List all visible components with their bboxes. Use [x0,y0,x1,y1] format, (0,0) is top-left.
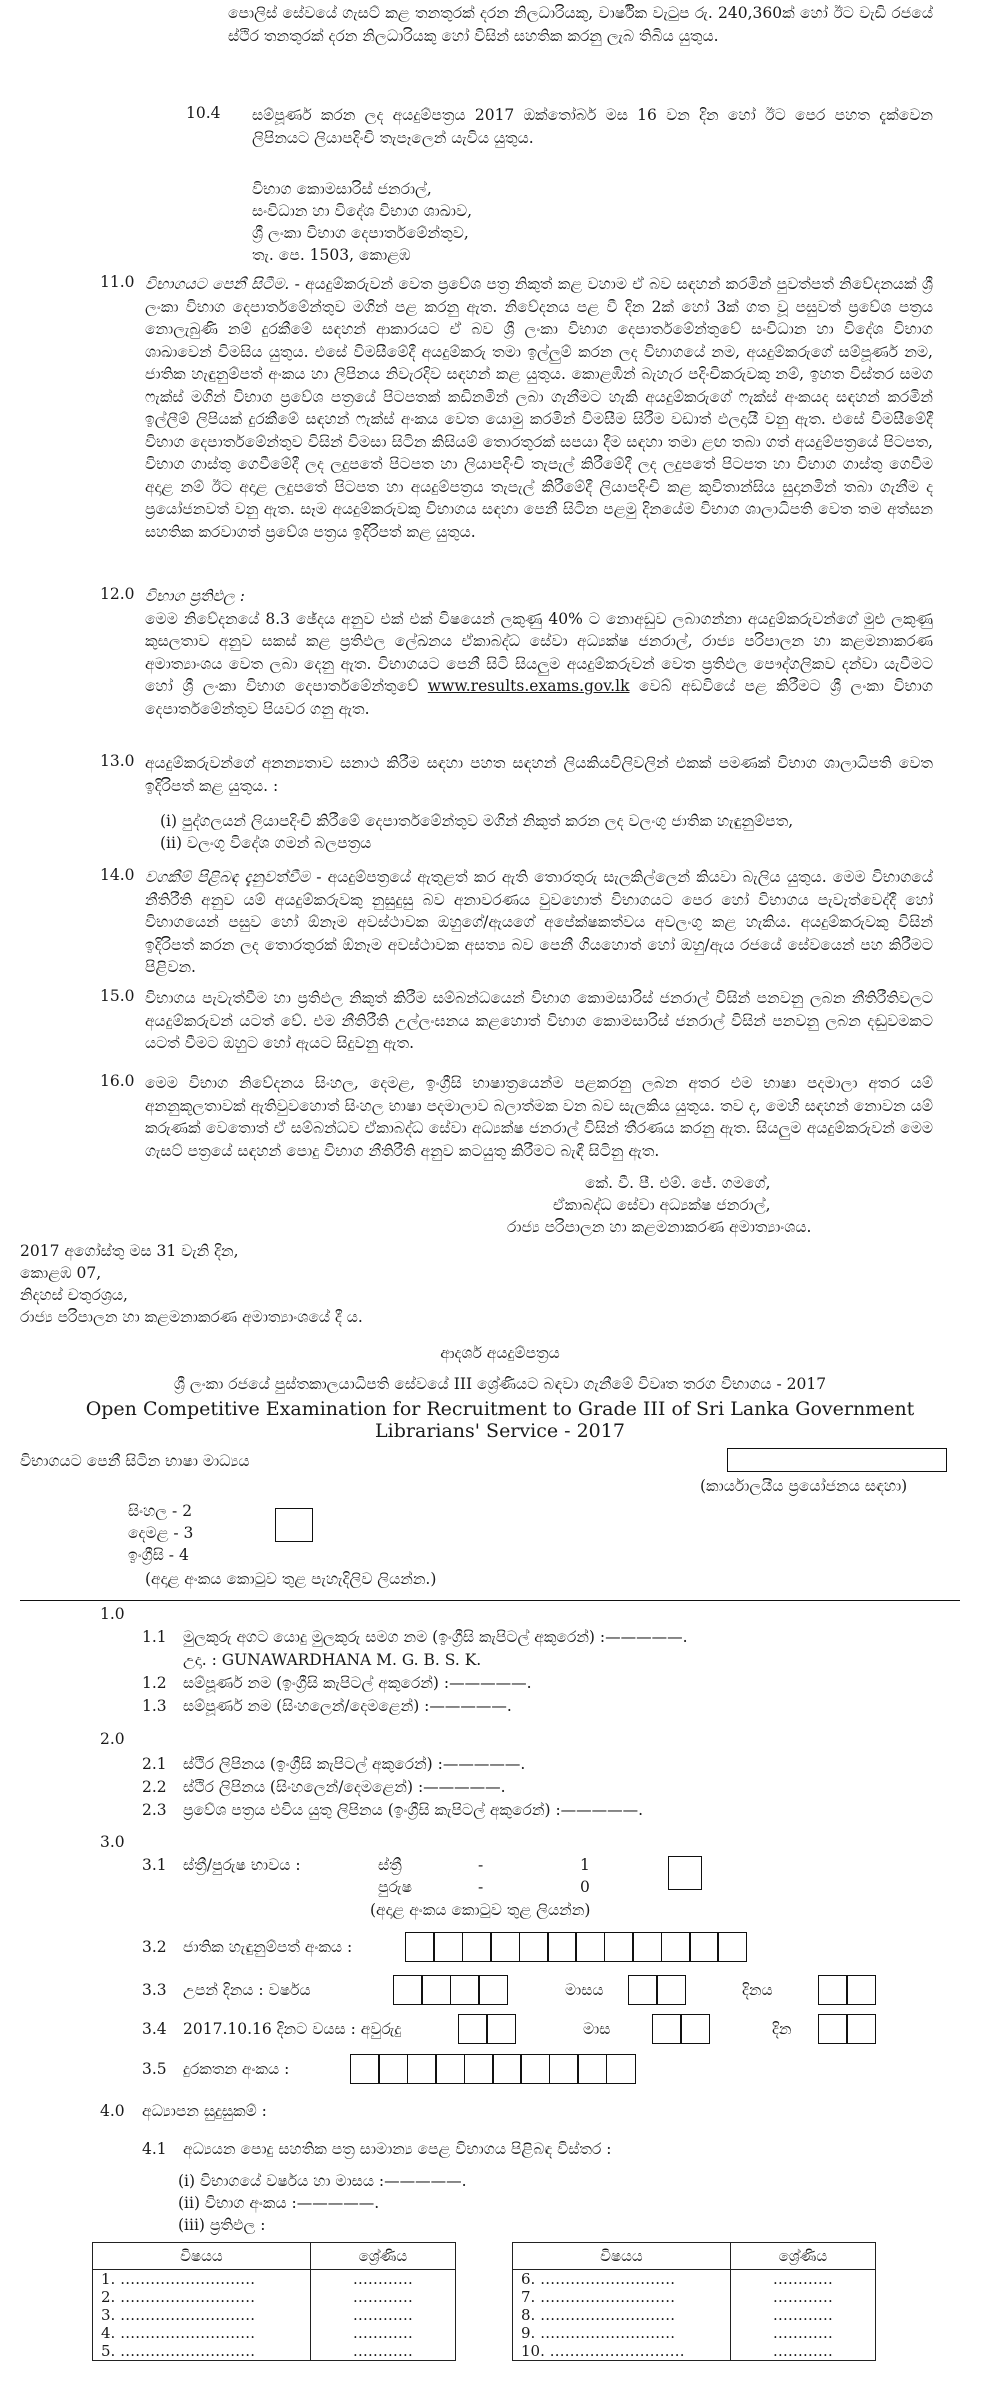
field-number: 1.1 [142,1628,167,1646]
grade-cell[interactable]: ………… [730,2342,875,2361]
results-table-left [92,2242,456,2361]
subject-header: විෂයය [513,2243,731,2270]
field-number: 3.5 [142,2060,167,2078]
age-days-label: දින [772,2020,792,2038]
digit-box[interactable] [486,2014,516,2044]
date-place-block [20,1240,363,1328]
age-months-boxes[interactable] [652,2014,709,2044]
section-11-body: - අයදුම්කරුවන් වෙත ප්‍රවේශ පත්‍ර නිකුත් කළ වහාම ඒ බව සඳහන් කරමින් පුවත්පත් නිවේදනයක් ශ්‍රී ලංකා විභාග දෙපාර්තමේන්තුව මගින් පළ කරනු ඇත. නිවේදනය පළ වී දින 2ක් හෝ 3ක් ගත වූ පසුවත් ප්‍රවේශ පත්‍රය නොලැබුණි නම් දුරකීමේ සඳහන් ආකාරයට ඒ බව ශ්‍රී ලංකා විභාග දෙපාර්තමේන්තුවේ සංවිධාන හා විදේශ විභාග ශාඛාවෙන් විමසිය යුතුය. එසේ විමසීමේදී අයදුම්කරු තමා ඉල්ලුම් කරන ලද විභාගයේ නම, අයදුම්කරුගේ සම්පූර්ණ නම, ජාතික හැඳුනුම්පත් අංකය හා ලිපිනය නිවැරදිව සඳහන් කළ යුතුය. කොළඹින් බැහැර පදිංචිකරුවකු නම්, ඉහත විස්තර සමග ෆැක්ස් මගින් විභාග ප්‍රවේශ පත්‍රයේ පිටපතක් කඩිනමින් ලබා ගැනීමට හැකි අයදුම්කරුගේ ෆැක්ස් අංකයද සඳහන් කරමින් ඉල්ලීම් ලිපියක් දුරකීමේ සඳහන් ෆැක්ස් අංකය වෙත යොමු කරමින් විමසීම සිරීම වඩාත් ඵලදායී වනු ඇත. එසේ විමසීමේදී විභාග දෙපාර්තමේන්තුව විසින් විමසා සිටින කිසියම් තොරතුරක් සපයා දීම සඳහා තමා ළඟ තබා ගත් අයදුම්පත්‍රයේ පිටපත, විභාග ගාස්තු ගෙවීමේදී ලද ලදුපතේ පිටපත හා ලියාපදිංචි තැපැල් කිරීමේදී ලද ලදුපතේ පිටපත හා විභාග ගාස්තු ගෙවීම අදාළ නම් ඊට අදාළ ලදුපතේ පිටපත හා අයදුම්පත්‍රය තැපැල් කිරීමේදී ලියාපදිංචි කළ කුවිතාන්සිය සුදානමින් තබා ගැනීම ද ප්‍රයෝජනවත් වනු ඇත. සෑම අයදුම්කරුවකු විභාගය සඳහා පෙනී සිටින පළමු දිනයේම විභාග ශාලාධිපති වෙත තම අත්සන සහතික කරවාගත් ප්‍රවේශ පත්‍රය ඉදිරිපත් කළ යුතුය. [145,275,933,541]
digit-box[interactable] [656,1975,686,2005]
language-options [128,1500,193,1566]
grade-cell[interactable]: ………… [730,2270,875,2289]
address-line: සංවිධාන හා විදේශ විභාග ශාඛාව, [252,202,473,220]
dob-year-label: උපන් දිනය : වර්ෂය [183,1981,311,1999]
table-row [93,2288,456,2306]
age-years-boxes[interactable] [458,2014,515,2044]
medium-note: (අදාළ අංකය කොටුව තුළ පැහැදිලිව ලියන්න.) [145,1570,437,1588]
place-line: නිදහස් චතුරශ්‍රය, [20,1286,128,1304]
table-row [513,2306,876,2324]
table-row [93,2324,456,2342]
grade-header: ශ්‍රේණිය [730,2243,875,2270]
education-label: අධ්‍යාපන සුදුසුකම් : [142,2102,267,2120]
grade-cell[interactable]: ………… [730,2288,875,2306]
permanent-address-sinhala-field[interactable]: ස්ථිර ලිපිනය (සිංහලෙන්/දෙමළෙන්) :—————. [183,1778,506,1796]
subject-cell[interactable]: 2. ……………………… [93,2288,311,2306]
signatory-title: ඒකාබද්ධ සේවා අධ්‍යක්ෂ ජනරාල්, [553,1196,771,1214]
date-line: 2017 අගෝස්තු මස 31 වැනි දින, [20,1242,239,1260]
place-line: රාජ්‍ය පරිපාලන හා කළමනාකරණ අමාත්‍යාංශයේ දී ය. [20,1308,363,1326]
list-item: (ii) වලංගු විදේශ ගමන් බලපත්‍රය [160,834,372,852]
digit-box[interactable] [462,1932,492,1962]
digit-box[interactable] [689,1932,719,1962]
digit-box[interactable] [519,1932,549,1962]
age-years-label: 2017.10.16 දිනට වයස : අවුරුදු [183,2020,402,2038]
digit-box[interactable] [818,2014,848,2044]
digit-box[interactable] [433,1932,463,1962]
section-14-heading: වගකීම් පිළිබඳ දැනුවත්වීම [145,868,311,886]
section-11-text [145,273,933,543]
form-section-number: 4.0 [100,2102,125,2120]
signatory-ministry: රාජ්‍ය පරිපාලන හා කළමනාකරණ අමාත්‍යාංශය. [507,1218,812,1236]
dash: - [478,1878,484,1896]
gender-code-box[interactable] [668,1856,702,1890]
gender-female-option: ස්ත්‍රී [378,1856,402,1874]
results-label: (iii) ප්‍රතිඵල : [178,2216,266,2234]
address-line: ශ්‍රී ලංකා විභාග දෙපාර්තමේන්තුව, [252,224,469,242]
table-row [513,2342,876,2361]
section-14-text [145,866,933,979]
full-name-sinhala-field[interactable]: සම්පූර්ණ නම (සිංහලෙන්/දෙමළෙන්) :—————. [183,1697,512,1715]
section-number: 10.4 [186,104,221,122]
section-number: 12.0 [100,585,135,603]
digit-box[interactable] [464,2054,494,2084]
form-section-number: 3.0 [100,1833,125,1851]
address-line: තැ. පෙ. 1503, කොළඹ [252,246,411,264]
results-table-right [512,2242,876,2361]
table-row [93,2342,456,2361]
female-code: 1 [580,1856,590,1874]
digit-box[interactable] [520,2054,550,2084]
digit-box[interactable] [458,2014,488,2044]
section-14-body: - අයදුම්පත්‍රයේ ඇතුළත් කර ඇති තොරතුරු සැලකිල්ලෙන් කියවා බැලිය යුතුය. මෙම විභාගයේ නීතිරීති අනුව යම් අයදුම්කරුවකු නුසුදුසු බව අනාවරණය වුවහොත් විභාගයට පෙර හෝ විභාගය පැවැත්වෙද්දී හෝ විභාගයෙන් පසුව හෝ ඕනෑම අවස්ථාවක ඔහුගේ/ඇයගේ අපේක්ෂකත්වය අවලංගු කළ හැකිය. අයදුම්කරුවකු විසින් ඉදිරිපත් කරන ලද තොරතුරක් ඕනෑම අවස්ථාවක අසත්‍ය බව පෙනී ගියහොත් හෝ ඔහු/ඇය රජයේ සේවයෙන් පහ කිරීමට පිළිවන. [145,868,933,976]
language-option: ඉංග්‍රීසි - 4 [128,1546,189,1564]
address-block [252,178,472,266]
exam-year-month-field[interactable]: (i) විභාගයේ වර්ෂය හා මාසය :—————. [178,2172,467,2190]
digit-box[interactable] [846,1975,876,2005]
digit-box[interactable] [604,1932,634,1962]
section-number: 14.0 [100,866,135,884]
section-number: 16.0 [100,1072,135,1090]
subject-cell[interactable]: 9. ……………………… [513,2324,731,2342]
age-days-boxes[interactable] [818,2014,875,2044]
digit-box[interactable] [680,2014,710,2044]
age-months-label: මාස [583,2020,611,2038]
digit-box[interactable] [378,2054,408,2084]
intro-paragraph: පොලිස් සේවයේ ගැසට් කළ තනතුරක් දරන නිලධාරියකු, වාර්ෂික වැටුප රු. 240,360ක් හෝ ඊට වැඩි රජයේ ස්ථිර තනතුරක් දරන නිලධාරියකු හෝ විසින් සහතික කරනු ලැබ තිබිය යුතුය. [228,4,933,45]
section-13-text: අයදුම්කරුවන්ගේ අනන්‍යතාව සනාථ කිරීම සඳහා පහත සඳහන් ලියකියවිලිවලින් එකක් පමණක් විභාග ශාලාධිපති වෙත ඉදිරිපත් කළ යුතුය. : [145,754,933,795]
digit-box[interactable] [393,1975,423,2005]
initials-name-field[interactable]: මුලකුරු අගට යොදු මුලකුරු සමග නම (ඉංග්‍රීසි කැපිටල් අකුරෙන්) :—————. [183,1628,688,1646]
digit-box[interactable] [717,1932,747,1962]
dob-year-boxes[interactable] [393,1975,507,2005]
name-example: උදා. : GUNAWARDHANA M. G. B. S. K. [183,1651,482,1669]
grade-cell[interactable]: ………… [310,2270,455,2289]
digit-box[interactable] [549,2054,579,2084]
grade-cell[interactable]: ………… [310,2288,455,2306]
section-number: 11.0 [100,273,135,291]
dash: - [478,1856,484,1874]
section-number: 15.0 [100,987,135,1005]
subject-cell[interactable]: 6. ……………………… [513,2270,731,2289]
field-number: 3.2 [142,1938,167,1956]
signature-block [507,1172,812,1238]
subject-cell[interactable]: 3. ……………………… [93,2306,311,2324]
subject-cell[interactable]: 7. ……………………… [513,2288,731,2306]
subject-cell[interactable]: 5. ……………………… [93,2342,311,2361]
field-number: 2.3 [142,1801,167,1819]
phone-number-boxes[interactable] [350,2054,634,2084]
ol-details-label: අධ්‍යයන පොදු සහතික පත්‍ර සාමාන්‍ය පෙළ විභාගය පිළිබඳ විස්තර : [183,2140,612,2158]
subject-cell[interactable]: 8. ……………………… [513,2306,731,2324]
medium-code-box[interactable] [275,1508,313,1542]
section-15-text: විභාගය පැවැත්වීම හා ප්‍රතිඵල නිකුත් කිරීම සම්බන්ධයෙන් විභාග කොමසාරිස් ජනරාල් විසින් පනවනු ලබන නීතිරීතිවලට අයදුම්කරුවන් යටත් වේ. එම නීතිරීති උල්ලංඝනය කළහොත් විභාග කොමසාරිස් ජනරාල් විසින් පනවනු ලබන දඬුවමකට යටත් වීමට ඔහුට හෝ ඇයට සිදුවනු ඇත. [145,989,933,1052]
digit-box[interactable] [577,2054,607,2084]
field-number: 4.1 [142,2140,167,2158]
form-section-number: 2.0 [100,1730,125,1748]
dob-day-boxes[interactable] [818,1975,875,2005]
digit-box[interactable] [490,1932,520,1962]
section-12-heading: විභාග ප්‍රතිඵල : [145,587,246,605]
nic-label: ජාතික හැඳුනුම්පත් අංකය : [183,1938,353,1956]
dob-month-label: මාසය [565,1981,604,1999]
table-row [513,2288,876,2306]
nic-number-boxes[interactable] [405,1932,746,1962]
digit-box[interactable] [435,2054,465,2084]
digit-box[interactable] [818,1975,848,2005]
table-row [513,2270,876,2289]
dob-month-boxes[interactable] [628,1975,685,2005]
digit-box[interactable] [846,2014,876,2044]
table-row [93,2306,456,2324]
gender-male-option: පුරුෂ [378,1878,412,1896]
section-10-4-text: සම්පූර්ණ කරන ලද අයදුම්පත්‍රය 2017 ඔක්තෝබර් මස 16 වන දින හෝ ඊට පෙර පහත දැක්වෙන ලිපිනයට ලියාපදිංචි තැපෑලෙන් යැවිය යුතුය. [252,106,933,147]
digit-box[interactable] [405,1932,435,1962]
subject-cell[interactable]: 4. ……………………… [93,2324,311,2342]
section-number: 13.0 [100,752,135,770]
full-name-english-field[interactable]: සම්පූර්ණ නම (ඉංග්‍රීසි කැපිටල් අකුරෙන්) :—————. [183,1674,532,1692]
office-use-box[interactable] [727,1448,947,1472]
signatory-name: කේ. වී. පී. එම්. ජේ. ගමගේ, [585,1174,771,1192]
field-number: 3.4 [142,2020,167,2038]
place-line: කොළඹ 07, [20,1264,102,1282]
ol-details-fields [178,2170,467,2236]
form-title-sinhala: ශ්‍රී ලංකා රජයේ පුස්තකාලයාධිපති සේවයේ III ශ්‍රේණියට බඳවා ගැනීමේ විවෘත තරග විභාගය - 2017 [173,1375,827,1393]
section-12-body-end: වෙබ් අඩවියේ පළ කිරීමට ශ්‍රී ලංකා විභාග දෙපාර්තමේන්තුව පියවර ගනු ඇත. [145,677,933,718]
address-line: විභාග කොමසාරිස් ජනරාල්, [252,180,432,198]
language-option: සිංහල - 2 [128,1502,193,1520]
grade-header: ශ්‍රේණිය [310,2243,455,2270]
section-12-body: මෙම නිවේදනයේ 8.3 ඡේදය අනුව එක් එක් විෂයෙන් ලකුණු 40% ට නොඅඩුව ලබාගන්නා අයදුම්කරුවන්ගේ මුළු ලකුණු කුසලතාව අනුව සකස් කළ ප්‍රතිඵල ලේඛනය ඒකාබද්ධ සේවා අධ්‍යක්ෂ ජනරාල්, රාජ්‍ය පරිපාලන හා කළමනාකරණ අමාත්‍යාංශය වෙත ලබා දෙනු ඇත. විභාගයට පෙනී සිටි සියලුම අයදුම්කරුවන් වෙත ප්‍රතිඵල පෞද්ගලිකව දන්වා යැවීමට හෝ ශ්‍රී ලංකා විභාග දෙපාර්තමේන්තුවේ [145,609,934,695]
grade-cell[interactable]: ………… [730,2324,875,2342]
digit-box[interactable] [606,2054,636,2084]
gender-label: ස්ත්‍රී/පුරුෂ භාවය : [183,1856,301,1874]
grade-cell[interactable]: ………… [310,2342,455,2361]
form-heading: ආදර්ශ අයදුම්පත්‍රය [440,1344,560,1362]
subject-header: විෂයය [93,2243,311,2270]
grade-cell[interactable]: ………… [730,2306,875,2324]
phone-label: දුරකතන අංකය : [183,2060,290,2078]
field-number: 2.1 [142,1755,167,1773]
results-url-link[interactable]: www.results.exams.gov.lk [427,677,630,695]
office-use-label: (කාර්යාලයීය ප්‍රයෝජනය සඳහා) [700,1477,908,1495]
field-number: 3.1 [142,1856,167,1874]
section-16-text: මෙම විභාග නිවේදනය සිංහල, දෙමළ, ඉංග්‍රීසි භාෂාත්‍රයෙන්ම පළකරනු ලබන අතර එම භාෂා පදමාලා අතර යම් අනනුකූලතාවක් ඇතිවුවහොත් සිංහල භාෂා පදමාලාව බලාත්මක වන බව සැලකිය යුතුය. තව ද, මෙහි සඳහන් නොවන යම් කරුණක් වෙතොත් ඒ සම්බන්ධව ඒකාබද්ධ සේවා අධ්‍යක්ෂ ජනරාල් විසින් තීරණය කරනු ඇත. සියලුම අයදුම්කරුවන් මෙම ගැසට් පත්‍රයේ සඳහන් පොදු විභාග නීතිරීති අනුව කටයුතු කිරීමට බැඳී සිටිනු ඇත. [145,1074,933,1160]
section-12-text [145,585,933,720]
digit-box[interactable] [547,1932,577,1962]
admission-address-field[interactable]: ප්‍රවේශ පත්‍රය එවිය යුතු ලිපිනය (ඉංග්‍රීසි කැපිටල් අකුරෙන්) :—————. [183,1801,644,1819]
grade-cell[interactable]: ………… [310,2306,455,2324]
table-row [513,2324,876,2342]
form-section-number: 1.0 [100,1605,125,1623]
digit-box[interactable] [652,2014,682,2044]
digit-box[interactable] [450,1975,480,2005]
permanent-address-english-field[interactable]: ස්ථිර ලිපිනය (ඉංග්‍රීසි කැපිටල් අකුරෙන්) :—————. [183,1755,526,1773]
digit-box[interactable] [492,2054,522,2084]
digit-box[interactable] [632,1932,662,1962]
digit-box[interactable] [628,1975,658,2005]
field-number: 1.3 [142,1697,167,1715]
digit-box[interactable] [407,2054,437,2084]
dob-day-label: දිනය [742,1981,773,1999]
table-row [93,2270,456,2289]
subject-cell[interactable]: 1. ……………………… [93,2270,311,2289]
subject-cell[interactable]: 10. ……………………… [513,2342,731,2361]
digit-box[interactable] [575,1932,605,1962]
exam-index-field[interactable]: (ii) විභාග අංකය :—————. [178,2194,380,2212]
form-divider [20,1600,960,1601]
medium-label: විභාගයට පෙනී සිටින භාෂා මාධ්‍යය [20,1452,250,1470]
field-number: 1.2 [142,1674,167,1692]
form-title-english: Open Competitive Examination for Recruitment to Grade III of Sri Lanka Government Librarians' Service - 2017 [85,1398,915,1442]
field-number: 3.3 [142,1981,167,1999]
digit-box[interactable] [421,1975,451,2005]
section-11-heading: විභාගයට පෙනී සිටීම. [145,275,290,293]
male-code: 0 [580,1878,590,1896]
digit-box[interactable] [350,2054,380,2084]
id-document-list [160,810,793,854]
list-item: (i) පුද්ගලයන් ලියාපදිංචි කිරීමේ දෙපාර්තමේන්තුව මගින් නිකුත් කරන ලද වලංගු ජාතික හැඳුනුම්පත, [160,812,794,830]
digit-box[interactable] [661,1932,691,1962]
field-number: 2.2 [142,1778,167,1796]
digit-box[interactable] [478,1975,508,2005]
language-option: දෙමළ - 3 [128,1524,194,1542]
gender-note: (අදාළ අංකය කොටුව තුළ ලියන්න) [370,1901,591,1919]
grade-cell[interactable]: ………… [310,2324,455,2342]
